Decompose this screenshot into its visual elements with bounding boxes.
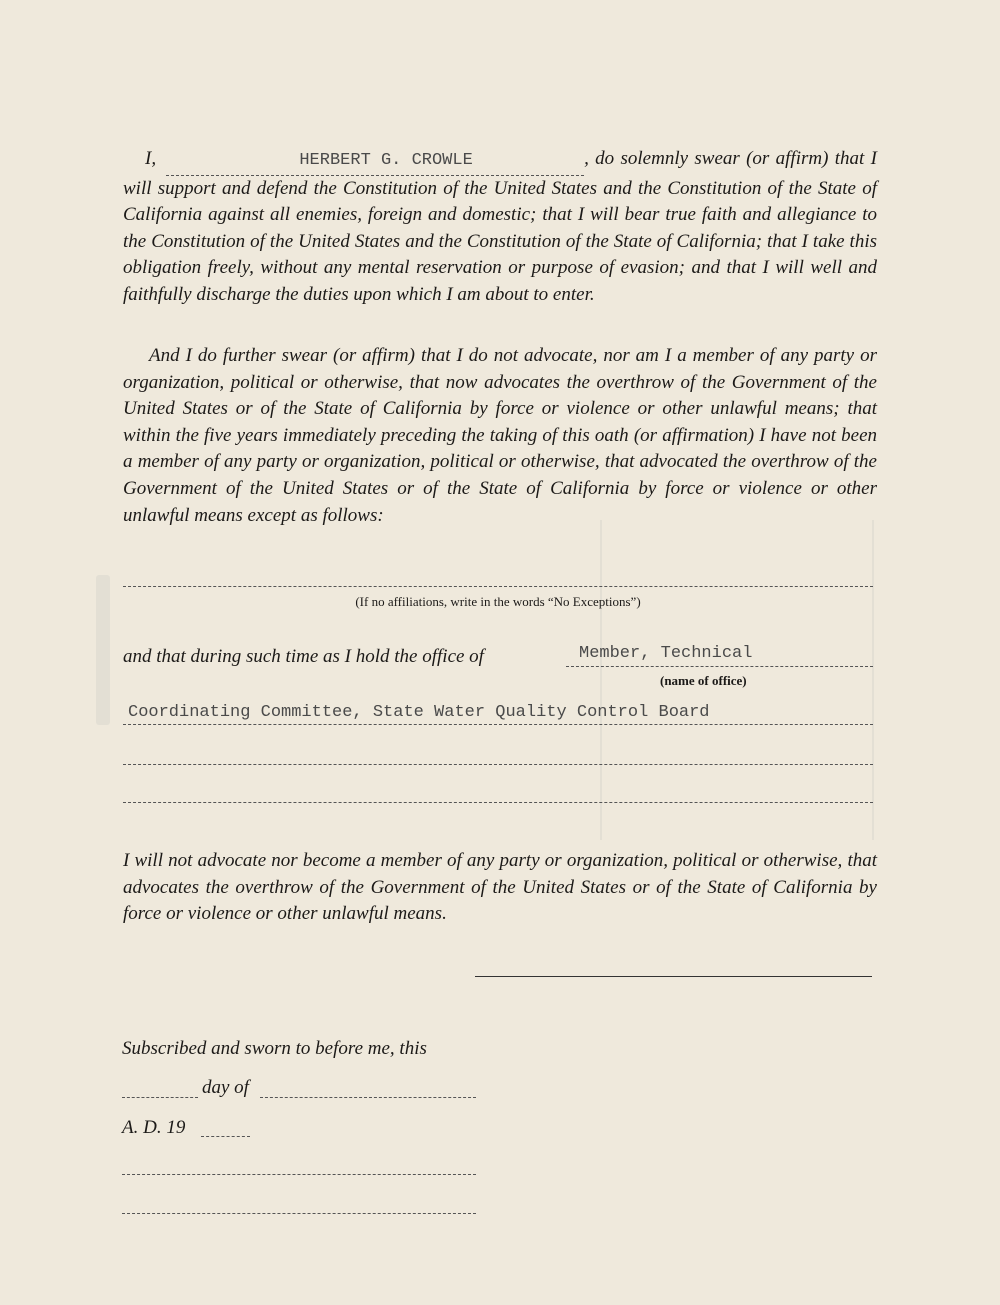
affiant-signature-line	[475, 976, 872, 977]
office-field-line-3	[123, 764, 873, 765]
oath-paragraph-allegiance	[123, 146, 877, 309]
oath-opening: I,	[145, 148, 157, 169]
office-name-line-2: Coordinating Committee, State Water Quality Control Board	[128, 703, 710, 722]
exceptions-note: (If no affiliations, write in the words “No Exceptions”)	[355, 594, 641, 609]
office-name-line-1: Member, Technical	[579, 644, 753, 663]
oath-paragraph-non-advocacy: And I do further swear (or affirm) that I do not advocate, nor am I a member of any party or organization, political or otherwise, that now advocates the overthrow of the Government of the United States or of the State of California by force or violence or other unlawful means; that within the five years immediately preceding the taking of this oath (or affirmation) I have not been a member of any party or organization, political or otherwise, that advocated the overthrow of the Government of the United States or of the State of California by force or violence or other unlawful means except as follows:	[123, 345, 877, 526]
office-caption: (name of office)	[660, 673, 747, 688]
affiant-name-field	[166, 146, 584, 176]
office-field-line-4	[123, 802, 873, 803]
office-field-line-1	[566, 666, 873, 667]
oath-paragraph-future-conduct: I will not advocate nor become a member of any party or organization, political or otherwise, that advocates the overthrow of the Government of the United States or of the State of California by force or violence or other unlawful means.	[123, 850, 877, 925]
jurat-year-text: A. D. 19	[122, 1117, 186, 1138]
reverse-stamp-mark	[96, 575, 110, 725]
jurat-month-line	[260, 1097, 476, 1098]
jurat-officer-title-line	[122, 1213, 476, 1214]
exceptions-line	[123, 586, 873, 587]
jurat-officer-signature-line	[122, 1174, 476, 1175]
jurat-day-of-text: day of	[202, 1077, 249, 1098]
affiant-name: HERBERT G. CROWLE	[299, 151, 473, 170]
office-field-line-2	[123, 724, 873, 725]
jurat-day-line	[122, 1097, 198, 1098]
jurat-year-line	[201, 1136, 250, 1137]
oath-paragraph-allegiance-text: , do solemnly swear (or affirm) that I will support and defend the Constitution of the United States and the Constitution of the State of California against all enemies, foreign and domestic; that I will bear true faith and allegiance to the Constitution of the United States and the Constitution of the State of California; that I take this obligation freely, without any mental reservation or purpose of evasion; and that I will well and faithfully discharge the duties upon which I am about to enter.	[123, 148, 877, 305]
office-lead-text: and that during such time as I hold the office of	[123, 646, 484, 667]
jurat-subscribed-text: Subscribed and sworn to before me, this	[122, 1038, 427, 1059]
